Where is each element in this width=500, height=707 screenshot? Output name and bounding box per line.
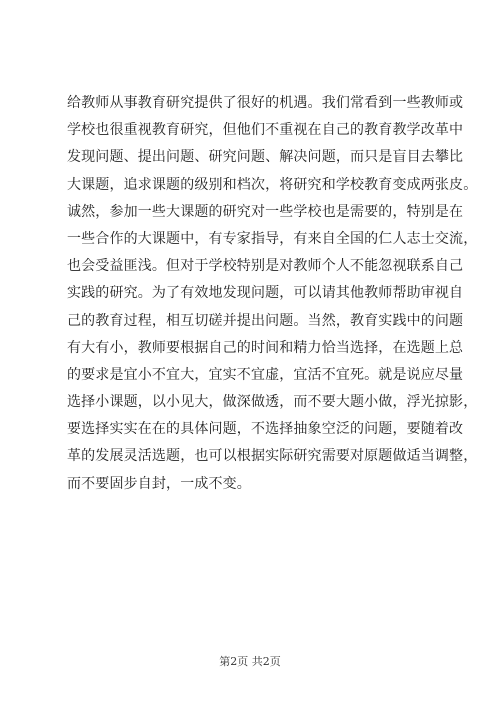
- text-line: 给教师从事教育研究提供了很好的机遇。我们常看到一些教师或: [67, 95, 464, 111]
- page-number: 第2页 共2页: [219, 655, 281, 668]
- text-line: 大课题，追求课题的级别和档次，将研究和学校教育变成两张皮。: [67, 176, 478, 193]
- text-line: 的要求是宜小不宜大，宜实不宜虚，宜活不宜死。就是说应尽量: [67, 366, 464, 383]
- text-line: 革的发展灵活选题，也可以根据实际研究需要对原题做适当调整，: [67, 448, 478, 465]
- text-line: 发现问题、提出问题、研究问题、解决问题，而只是盲目去攀比: [67, 149, 464, 166]
- text-line: 有大有小，教师要根据自己的时间和精力恰当选择，在选题上总: [67, 339, 464, 356]
- text-line: 实践的研究。为了有效地发现问题，可以请其他教师帮助审视自: [67, 285, 464, 302]
- text-line: 己的教育过程，相互切磋并提出问题。当然，教育实践中的问题: [67, 312, 464, 329]
- page-footer: [0, 653, 500, 669]
- text-line: 选择小课题，以小见大，做深做透，而不要大题小做，浮光掠影，: [67, 394, 478, 411]
- body-paragraph: [67, 90, 478, 498]
- text-line: 诚然，参加一些大课题的研究对一些学校也是需要的，特别是在: [67, 203, 464, 220]
- text-line: 一些合作的大课题中，有专家指导，有来自全国的仁人志士交流，: [67, 230, 478, 247]
- text-line: 要选择实实在在的具体问题，不选择抽象空泛的问题，要随着改: [67, 421, 464, 438]
- text-line: 学校也很重视教育研究，但他们不重视在自己的教育教学改革中: [67, 122, 464, 139]
- text-line: 而不要固步自封，一成不变。: [67, 475, 251, 492]
- text-line: 也会受益匪浅。但对于学校特别是对教师个人不能忽视联系自己: [67, 258, 464, 275]
